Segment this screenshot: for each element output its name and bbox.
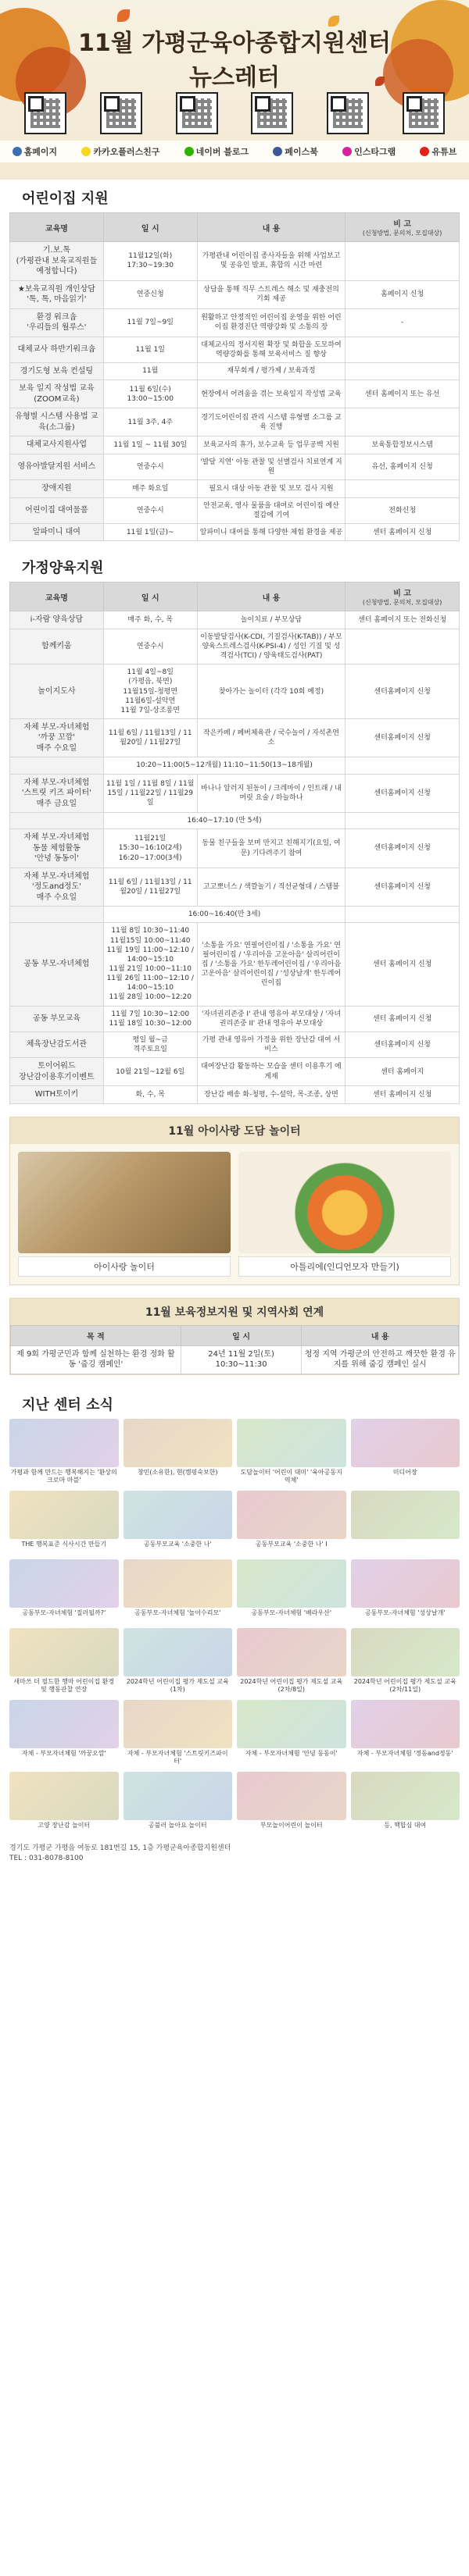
content-cell: 보육교사의 휴가, 보수교육 등 업무공백 지원 [197, 436, 345, 454]
program-name-cell: ★보육교직원 개인상담 '톡, 톡, 마음읽기' [10, 280, 104, 308]
empty-cell [10, 813, 104, 829]
date-cell: 11월 7일~9일 [103, 308, 197, 337]
news-photo [9, 1559, 119, 1608]
program-name-cell: 영유아발달지원 서비스 [10, 454, 104, 479]
note-cell: 센터 홈페이지 신청 [345, 923, 460, 1006]
note-cell: 센터 홈페이지 또는 전화신청 [345, 611, 460, 629]
table-row [10, 362, 460, 380]
table-row [10, 454, 460, 479]
program-name-cell: 대체교사지원사업 [10, 436, 104, 454]
date-cell: 11월 4일~8일 (가평읍, 북면) 11월15일-청평면 11월6일-설악면 11월 7일-상조롱면 [103, 664, 197, 719]
table-row [10, 380, 460, 408]
note-cell: 홈페이지 신청 [345, 280, 460, 308]
content-cell: '소통을 가요' 연필어린이집 / '소통을 가요' 연필어린이집 / '우리아음 고운아음' 살리어린이집 / '소통을 가요' 한두레어린이집 / '우리아음 고운아음' 살리어린이집 / '성상날개' 한두레어린이집 [197, 923, 345, 1006]
news-caption: THE 행복표준 식사시간 만들기 [21, 1540, 107, 1548]
program-name-cell: 어린이집 대여물품 [10, 497, 104, 523]
news-photo [237, 1559, 346, 1608]
time-cell: 16:40~17:10 (만 5세) [103, 813, 345, 829]
table-row [10, 242, 460, 281]
date-cell: 매주 화요일 [103, 480, 197, 498]
news-caption: 부모놀이어린이 놀이터 [260, 1821, 323, 1829]
col-header: 일 시 [103, 583, 197, 611]
blog-icon [184, 147, 194, 156]
header-banner [0, 0, 469, 180]
note-cell: 전화신청 [345, 497, 460, 523]
program-name-cell: 자체 부모-자녀체험 동물 체험활동 '안녕 동동이' [10, 829, 104, 868]
playground-box [9, 1117, 460, 1285]
program-name-cell: 장애지원 [10, 480, 104, 498]
news-gallery [0, 1419, 469, 1836]
empty-cell [345, 907, 460, 923]
note-cell: 보육통합정보시스템 [345, 436, 460, 454]
content-cell: 찾아가는 놀이터 (각각 10회 예정) [197, 664, 345, 719]
content-cell: 놀이치료 / 부모상담 [197, 611, 345, 629]
news-item [237, 1772, 346, 1836]
sns-blog[interactable]: 네이버 블로그 [184, 145, 249, 158]
empty-cell [345, 757, 460, 774]
instagram-icon [342, 147, 352, 156]
program-name-cell: 경기도형 보육 컨설팅 [10, 362, 104, 380]
community-link-table [10, 1325, 459, 1374]
date-cell: 11월 1일 / 11월 8일 / 11월15일 / 11월22일 / 11월29일 [103, 774, 197, 813]
table-row [10, 280, 460, 308]
news-photo [9, 1700, 119, 1748]
news-item [124, 1628, 233, 1695]
program-name-cell: 토이어워드 장난감이용후기이벤트 [10, 1058, 104, 1086]
news-caption [351, 1539, 460, 1555]
news-caption: 가평과 함께 만드는 행복해지는 '환상의 크로마 마블' [10, 1468, 117, 1484]
news-item [9, 1628, 119, 1695]
news-item [9, 1559, 119, 1623]
content-cell: 바나나 알러지 된동이 / 크레마이 / 인트래 / 내머릿 요술 / 하늘하나 [197, 774, 345, 813]
news-item [351, 1559, 460, 1623]
news-caption: 공동부모-자녀체험 '배라우산' [251, 1609, 332, 1616]
news-photo [124, 1559, 233, 1608]
note-cell: - [345, 308, 460, 337]
empty-cell [345, 813, 460, 829]
news-photo [124, 1700, 233, 1748]
program-name-cell: 환경 워크숍 '우리들의 월루스' [10, 308, 104, 337]
note-cell: 센터홈페이지 신청 [345, 664, 460, 719]
sns-kakao[interactable]: 카카오플러스친구 [81, 145, 159, 158]
leaf-icon [117, 9, 130, 22]
program-name-cell: 공동 부모-자녀체험 [10, 923, 104, 1006]
note-cell: 센터 홈페이지 신청 [345, 1006, 460, 1031]
sns-link-bar [0, 141, 469, 162]
table-row [10, 436, 460, 454]
note-cell: 센터 홈페이지 신청 [345, 1086, 460, 1104]
news-caption: 공불러 놀아요 놀이터 [148, 1821, 207, 1829]
date-cell: 11월 [103, 362, 197, 380]
section-title-home: 가정양육지원 [22, 560, 104, 577]
content-cell: 가평 관내 영유아 가정을 위한 장난감 대여 서비스 [197, 1031, 345, 1057]
table-row [10, 1058, 460, 1086]
table-row [10, 480, 460, 498]
footer-tel: TEL : 031-8078-8100 [9, 1855, 84, 1863]
program-name-cell: 기.보.톡 (가평관내 보육교직원들 예정합니다) [10, 242, 104, 281]
table-row [10, 523, 460, 541]
content-cell: 재무회계 / 평가제 / 보육과정 [197, 362, 345, 380]
program-name-cell: 유형별 시스템 사용법 교육(소그룹) [10, 408, 104, 436]
news-caption: 등, 핵합심 대여 [384, 1821, 427, 1829]
news-caption: 자체 - 부모자녀체험 '안녕 동동이' [245, 1749, 338, 1757]
date-cell: 11월21일 15:30~16:10(2세) 16:20~17:00(3세) [103, 829, 197, 868]
sns-instagram[interactable]: 인스타그램 [342, 145, 396, 158]
table-row [10, 1031, 460, 1057]
table-row [10, 774, 460, 813]
time-cell: 10:20~11:00(5~12개월) 11:10~11:50(13~18개월) [103, 757, 345, 774]
news-caption: 자체 - 부모자녀체험 '까꿍오깜' [21, 1749, 106, 1757]
home-table [9, 582, 460, 1103]
program-name-cell: 자체 부모-자녀체험 '정도and정도' 매주 수요일 [10, 868, 104, 907]
content-cell: 필요시 대상 아동 관찰 및 보모 검사 지원 [197, 480, 345, 498]
news-item [237, 1559, 346, 1623]
playroom-photo [18, 1152, 231, 1253]
content-cell: 원활하고 안정적인 어린이집 운영을 위한 어린이집 환경진단 역량강화 및 소통의 장 [197, 308, 345, 337]
time-row [10, 813, 460, 829]
table-row [10, 308, 460, 337]
col-header: 일 시 [181, 1325, 302, 1345]
date-cell: 10월 21일~12월 6일 [103, 1058, 197, 1086]
news-photo [351, 1628, 460, 1676]
news-caption: 자체 - 부모자녀체험 '정동and정동' [356, 1749, 453, 1757]
news-photo [9, 1772, 119, 1820]
table-row [10, 718, 460, 757]
newsletter-title-line1: 11월 가평군육아종합지원센터 [78, 30, 391, 57]
date-cell: 평일 월~금 격주토요일 [103, 1031, 197, 1057]
news-item [351, 1491, 460, 1555]
content-cell: 이동발달검사(K-CDI, 기질검사(K-TAB)) / 부모양육스트레스검사(K-PSI-4) / 성인 기질 및 성격검사(TCI) / 양육태도검사(PAT) [197, 629, 345, 664]
news-item [124, 1772, 233, 1836]
photo-caption: 아틀리에(인디언모자 만들기) [238, 1256, 451, 1277]
content-cell: '자녀권리존중 I' 관내 영유아 부모대상 / '자녀권리존중 II' 관내 영유아 부모대상 [197, 1006, 345, 1031]
date-cell: 11월 3주, 4주 [103, 408, 197, 436]
indian-hat-craft-photo [238, 1152, 451, 1253]
news-photo [351, 1772, 460, 1820]
date-cell: 매주 화, 수, 목 [103, 611, 197, 629]
note-cell [345, 629, 460, 664]
news-item [237, 1628, 346, 1695]
note-cell: 센터 홈페이지 또는 유선 [345, 380, 460, 408]
news-caption: 2024학년 어린이집 평가 제도설 교육(2차/8일) [240, 1677, 343, 1693]
content-cell: 상담을 통해 직무 스트레스 해소 및 재충전의 기회 제공 [197, 280, 345, 308]
table-row [10, 829, 460, 868]
content-cell: 동물 친구들을 보며 만지고 친해지기(요일, 여문) 기다려주기 참여 [197, 829, 345, 868]
section-title-news: 지난 센터 소식 [22, 1396, 113, 1413]
news-photo [351, 1491, 460, 1539]
qr-code-youtube[interactable] [403, 92, 445, 134]
news-caption: 고양 장난감 놀이터 [38, 1821, 91, 1829]
playground-title: 11월 아이사랑 도담 놀이터 [10, 1117, 459, 1144]
date-cell: 연중수시 [103, 454, 197, 479]
news-item [9, 1491, 119, 1555]
newsletter-title-line2: 뉴스레터 [189, 64, 280, 91]
content-cell: 가평관내 어린이집 종사자들을 위해 사업보고 및 공유인 발표, 휴합의 시간 마련 [197, 242, 345, 281]
table-row [10, 611, 460, 629]
note-cell [345, 337, 460, 362]
sns-facebook[interactable]: 페이스북 [273, 145, 318, 158]
news-photo [237, 1772, 346, 1820]
note-cell: 센터 홈페이지 [345, 1058, 460, 1086]
date-cell: 11월 6일 / 11월13일 / 11월20일 / 11월27일 [103, 718, 197, 757]
date-cell: 11월 8일 10:30~11:40 11월15일 10:00~11:40 11월 19일 11:00~12:10 / 14:00~15:10 11월 21일 10:00~11:10 11월 26일 11:00~12:10 / 14:00~15:10 11월 28일 10:00~12:20 [103, 923, 197, 1006]
program-name-cell: 함께키움 [10, 629, 104, 664]
date-cell: 24년 11월 2일(토) 10:30~11:30 [181, 1345, 302, 1374]
date-cell: 11월 6일 / 11월13일 / 11월20일 / 11월27일 [103, 868, 197, 907]
table-row [10, 497, 460, 523]
date-cell: 11월 1일(금)~ [103, 523, 197, 541]
news-photo [351, 1559, 460, 1608]
content-cell: 알파미니 대여를 통해 다양한 체험 환경을 제공 [197, 523, 345, 541]
section-title-daycare: 어린이집 지원 [22, 191, 109, 207]
news-photo [351, 1419, 460, 1467]
table-row [11, 1345, 459, 1374]
news-caption: 2024학년 어린이집 평가 제도설 교육(1차) [126, 1677, 229, 1693]
program-name-cell: 알파미니 대여 [10, 523, 104, 541]
content-cell: 안전교육, 영사 물품을 대여로 어린이집 예산 절감에 기여 [197, 497, 345, 523]
news-item [237, 1700, 346, 1767]
col-header: 비 고 (신청방법, 문의처, 모집대상) [345, 583, 460, 611]
home-icon [13, 147, 22, 156]
program-name-cell: 보육 일지 작성법 교육 (ZOOM교육) [10, 380, 104, 408]
note-cell [345, 242, 460, 281]
news-caption: 도담놀이터 '어린이 대미' '육아공동지역체' [240, 1468, 342, 1484]
program-name-cell: 공동 부모교육 [10, 1006, 104, 1031]
photo-caption: 아이사랑 놀이터 [18, 1256, 231, 1277]
news-caption: 창민(소유한), 현(캠핑숙보한) [137, 1468, 218, 1476]
news-photo [9, 1419, 119, 1467]
news-item [124, 1419, 233, 1486]
news-item [124, 1491, 233, 1555]
col-header: 내 용 [197, 213, 345, 242]
table-row [10, 1006, 460, 1031]
table-row [10, 408, 460, 436]
purpose-cell: 제 9회 가평군민과 함께 실천하는 환경 정화 활동 '줍깅 캠페인' [11, 1345, 181, 1374]
news-caption: 공동부모교육 '소중한 나' I [255, 1540, 328, 1548]
date-cell: 11월 1일 ~ 11월 30일 [103, 436, 197, 454]
program-name-cell: 자체 부모-자녀체험 '까꿍 꼬깜' 매주 수요일 [10, 718, 104, 757]
program-name-cell: WITH토이키 [10, 1086, 104, 1104]
content-cell: 청정 지역 가평군의 안전하고 깨끗한 환경 유지를 위해 줍깅 캠페인 실시 [302, 1345, 459, 1374]
footer [0, 1836, 469, 1874]
news-item [237, 1491, 346, 1555]
note-cell: 센터홈페이지 신청 [345, 1031, 460, 1057]
program-name-cell: 자체 부모-자녀체험 '스트릿 키즈 파이터' 매주 금요일 [10, 774, 104, 813]
col-header: 내 용 [302, 1325, 459, 1345]
note-cell: 센터 홈페이지 신청 [345, 523, 460, 541]
news-photo [124, 1419, 233, 1467]
news-item [351, 1628, 460, 1695]
qr-code-instagram[interactable] [327, 92, 369, 134]
news-item [237, 1419, 346, 1486]
content-cell: 현장에서 어려움을 겪는 보육일지 작성법 교육 [197, 380, 345, 408]
note-cell [345, 480, 460, 498]
col-header: 일 시 [103, 213, 197, 242]
col-header: 목 적 [11, 1325, 181, 1345]
news-caption: 새마쓰 더 필드한 행마 어린이집 환경 및 행동관찰 연장 [13, 1677, 115, 1693]
note-cell [345, 408, 460, 436]
note-cell: 센터홈페이지 신청 [345, 718, 460, 757]
qr-code-facebook[interactable] [251, 92, 293, 134]
news-item [9, 1700, 119, 1767]
news-item [124, 1700, 233, 1767]
news-photo [9, 1628, 119, 1676]
qr-code-homepage[interactable] [24, 92, 66, 134]
news-caption: 공동부모-자녀체험 '성상날개' [364, 1609, 446, 1616]
program-name-cell: i-자람 양육상담 [10, 611, 104, 629]
note-cell: 센터홈페이지 신청 [345, 829, 460, 868]
news-photo [9, 1491, 119, 1539]
empty-cell [10, 757, 104, 774]
news-caption: 공동부모교육 '소중한 나' [143, 1540, 212, 1548]
program-name-cell: 대체교사 하반기워크숍 [10, 337, 104, 362]
date-cell: 연중수시 [103, 497, 197, 523]
time-row [10, 907, 460, 923]
news-item [351, 1772, 460, 1836]
note-cell [345, 362, 460, 380]
news-photo [124, 1628, 233, 1676]
date-cell: 화, 수, 목 [103, 1086, 197, 1104]
col-header: 비 고 (신청방법, 문의처, 모집대상) [345, 213, 460, 242]
table-row [10, 664, 460, 719]
news-item [124, 1559, 233, 1623]
content-cell: 작은카페 / 페버체육관 / 국수놀이 / 자석촌연소 [197, 718, 345, 757]
note-cell: 유선, 홈페이지 신청 [345, 454, 460, 479]
news-photo [124, 1772, 233, 1820]
community-link-title: 11월 보육정보지원 및 지역사회 연계 [10, 1299, 459, 1325]
news-caption: 자체 - 부모자녀체험 '스트릿키즈파이터' [127, 1749, 228, 1765]
table-row [10, 868, 460, 907]
sns-youtube[interactable]: 유튜브 [420, 145, 456, 158]
date-cell: 11월 6일(수) 13:00~15:00 [103, 380, 197, 408]
table-row [10, 1086, 460, 1104]
date-cell: 11월 7일 10:30~12:00 11월 18일 10:30~12:00 [103, 1006, 197, 1031]
news-photo [237, 1419, 346, 1467]
col-header: 교육명 [10, 213, 104, 242]
content-cell: '발달 지연' 아동 관찰 및 선별검사 치료연계 지원 [197, 454, 345, 479]
sns-homepage[interactable]: 홈페이지 [13, 145, 58, 158]
date-cell: 11월 1일 [103, 337, 197, 362]
news-caption: 공동부모-자녀체험 '놀이수리모' [134, 1609, 221, 1616]
news-photo [237, 1628, 346, 1676]
content-cell: 경기도어린이집 관리 시스템 유형별 소그룹 교육 진행 [197, 408, 345, 436]
time-row [10, 757, 460, 774]
empty-cell [10, 907, 104, 923]
program-name-cell: 체육장난감도서관 [10, 1031, 104, 1057]
content-cell: 고고뽀너스 / 색깔놀기 / 직선균형대 / 스탬블 [197, 868, 345, 907]
note-cell: 센터홈페이지 신청 [345, 868, 460, 907]
table-row [10, 629, 460, 664]
youtube-icon [420, 147, 429, 156]
program-name-cell: 놀이지도사 [10, 664, 104, 719]
news-caption: 2024학년 어린이집 평가 제도설 교육(2차/11일) [353, 1677, 456, 1693]
news-item [351, 1419, 460, 1486]
news-item [9, 1419, 119, 1486]
news-caption: 미디어장 [392, 1468, 417, 1476]
date-cell: 연중수시 [103, 629, 197, 664]
community-link-box [9, 1298, 460, 1375]
qr-code-blog[interactable] [176, 92, 218, 134]
news-photo [351, 1700, 460, 1748]
content-cell: 대체교사의 정서지원 확장 및 화합을 도모하여 역량강화를 통해 보육서비스 질 향상 [197, 337, 345, 362]
news-item [9, 1772, 119, 1836]
playground-photo-2 [238, 1152, 451, 1277]
date-cell: 11월12일(화) 17:30~19:30 [103, 242, 197, 281]
news-photo [237, 1700, 346, 1748]
daycare-table [9, 212, 460, 541]
news-caption: 공동부모-자녀체험 '질러될까?' [22, 1609, 106, 1616]
qr-code-row [0, 92, 469, 134]
playground-photo-1 [18, 1152, 231, 1277]
note-cell: 센터홈페이지 신청 [345, 774, 460, 813]
table-row [10, 337, 460, 362]
date-cell: 연중신청 [103, 280, 197, 308]
facebook-icon [273, 147, 282, 156]
news-item [351, 1700, 460, 1767]
time-cell: 16:00~16:40(만 3세) [103, 907, 345, 923]
news-photo [237, 1491, 346, 1539]
content-cell: 대여장난감 활동하는 모습을 센터 이용후기 에 게재 [197, 1058, 345, 1086]
col-header: 내 용 [197, 583, 345, 611]
footer-address: 경기도 가평군 가평읍 여동로 181번길 15, 1층 가평군육아종합지원센터 [9, 1844, 231, 1852]
col-header: 교육명 [10, 583, 104, 611]
content-cell: 장난감 배송 화-청평, 수-설악, 목-조종, 상면 [197, 1086, 345, 1104]
news-photo [124, 1491, 233, 1539]
qr-code-kakao[interactable] [100, 92, 142, 134]
table-row [10, 923, 460, 1006]
kakao-icon [81, 147, 91, 156]
